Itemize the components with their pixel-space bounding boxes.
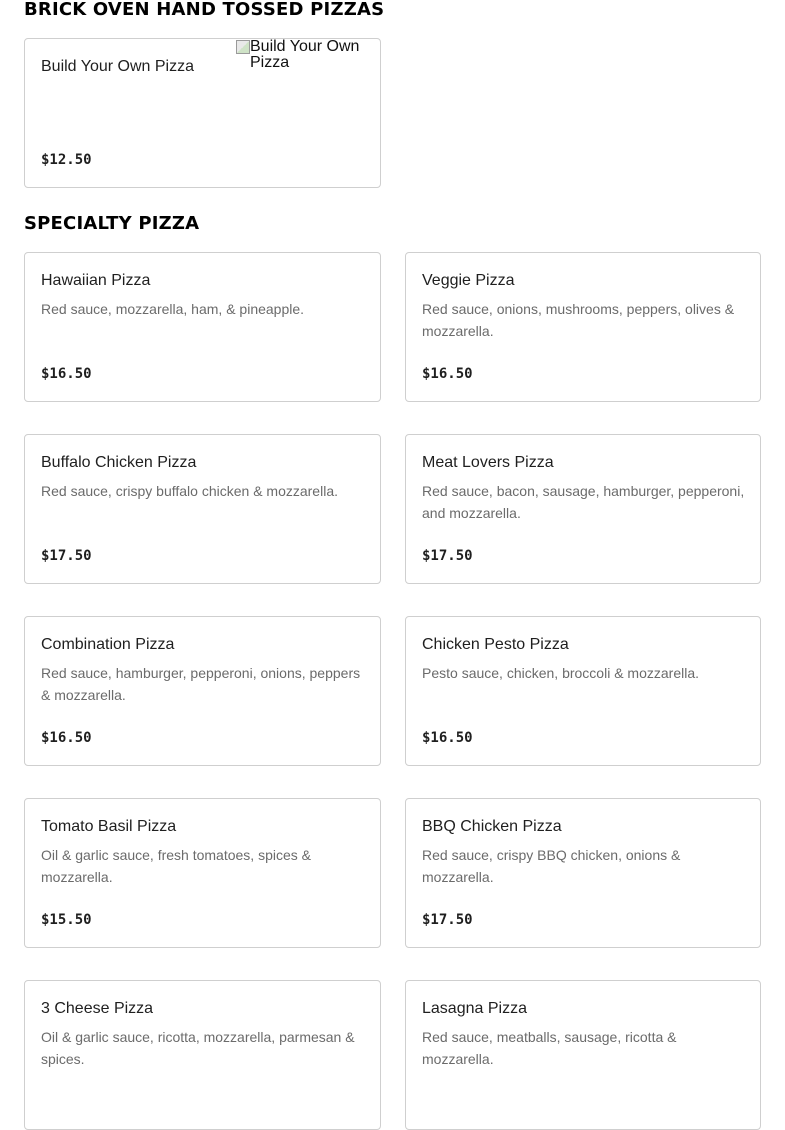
menu-item-name: Lasagna Pizza (422, 1000, 527, 1017)
menu-item-card[interactable] (24, 798, 381, 948)
menu-item-price: $17.50 (422, 548, 473, 564)
menu-item-price: $16.50 (41, 730, 92, 746)
menu-item-image-alt: Build Your Own Pizza (250, 38, 360, 71)
menu-item-price: $17.50 (422, 912, 473, 928)
menu-item-card[interactable] (24, 38, 381, 188)
menu-item-description: Red sauce, bacon, sausage, hamburger, pepperoni, and mozzarella. (422, 483, 745, 521)
menu-item-description: Red sauce, crispy BBQ chicken, onions & mozzarella. (422, 847, 681, 885)
menu-item-name: Chicken Pesto Pizza (422, 636, 569, 653)
menu-item-name: Buffalo Chicken Pizza (41, 454, 197, 471)
menu-item-name: Build Your Own Pizza (41, 58, 194, 75)
menu-item-card[interactable] (405, 252, 761, 402)
menu-item-name: Veggie Pizza (422, 272, 515, 289)
menu-item-card[interactable] (24, 616, 381, 766)
menu-item-description: Oil & garlic sauce, fresh tomatoes, spices & mozzarella. (41, 847, 311, 885)
menu-item-description: Red sauce, mozzarella, ham, & pineapple. (41, 301, 305, 317)
menu-item-card[interactable] (405, 798, 761, 948)
menu-item-description: Pesto sauce, chicken, broccoli & mozzarella. (422, 665, 700, 681)
menu-item-price: $16.50 (422, 730, 473, 746)
menu-item-card[interactable] (24, 980, 381, 1130)
menu-item-price: $17.50 (41, 548, 92, 564)
menu-item-image (236, 39, 376, 71)
menu-item-price: $16.50 (422, 366, 473, 382)
menu-item-card[interactable] (24, 434, 381, 584)
section-title-specialty: SPECIALTY PIZZA (24, 213, 200, 234)
menu-item-card[interactable] (405, 616, 761, 766)
menu-item-price: $16.50 (41, 366, 92, 382)
menu-item-name: 3 Cheese Pizza (41, 1000, 154, 1017)
menu-item-description: Red sauce, meatballs, sausage, ricotta & mozzarella. (422, 1029, 677, 1067)
menu-item-name: Combination Pizza (41, 636, 175, 653)
broken-image-icon (236, 40, 250, 54)
menu-item-card[interactable] (405, 434, 761, 584)
section-title-brick-oven: BRICK OVEN HAND TOSSED PIZZAS (24, 0, 385, 20)
menu-item-name: Meat Lovers Pizza (422, 454, 554, 471)
menu-item-description: Oil & garlic sauce, ricotta, mozzarella, parmesan & spices. (41, 1029, 355, 1067)
menu-item-price: $12.50 (41, 152, 92, 168)
menu-item-description: Red sauce, onions, mushrooms, peppers, olives & mozzarella. (422, 301, 735, 339)
menu-item-price: $15.50 (41, 912, 92, 928)
menu-item-name: BBQ Chicken Pizza (422, 818, 562, 835)
menu-item-name: Tomato Basil Pizza (41, 818, 177, 835)
menu-item-name: Hawaiian Pizza (41, 272, 151, 289)
menu-item-description: Red sauce, crispy buffalo chicken & mozzarella. (41, 483, 338, 499)
menu-item-card[interactable] (405, 980, 761, 1130)
menu-item-card[interactable] (24, 252, 381, 402)
menu-item-description: Red sauce, hamburger, pepperoni, onions, peppers & mozzarella. (41, 665, 361, 703)
